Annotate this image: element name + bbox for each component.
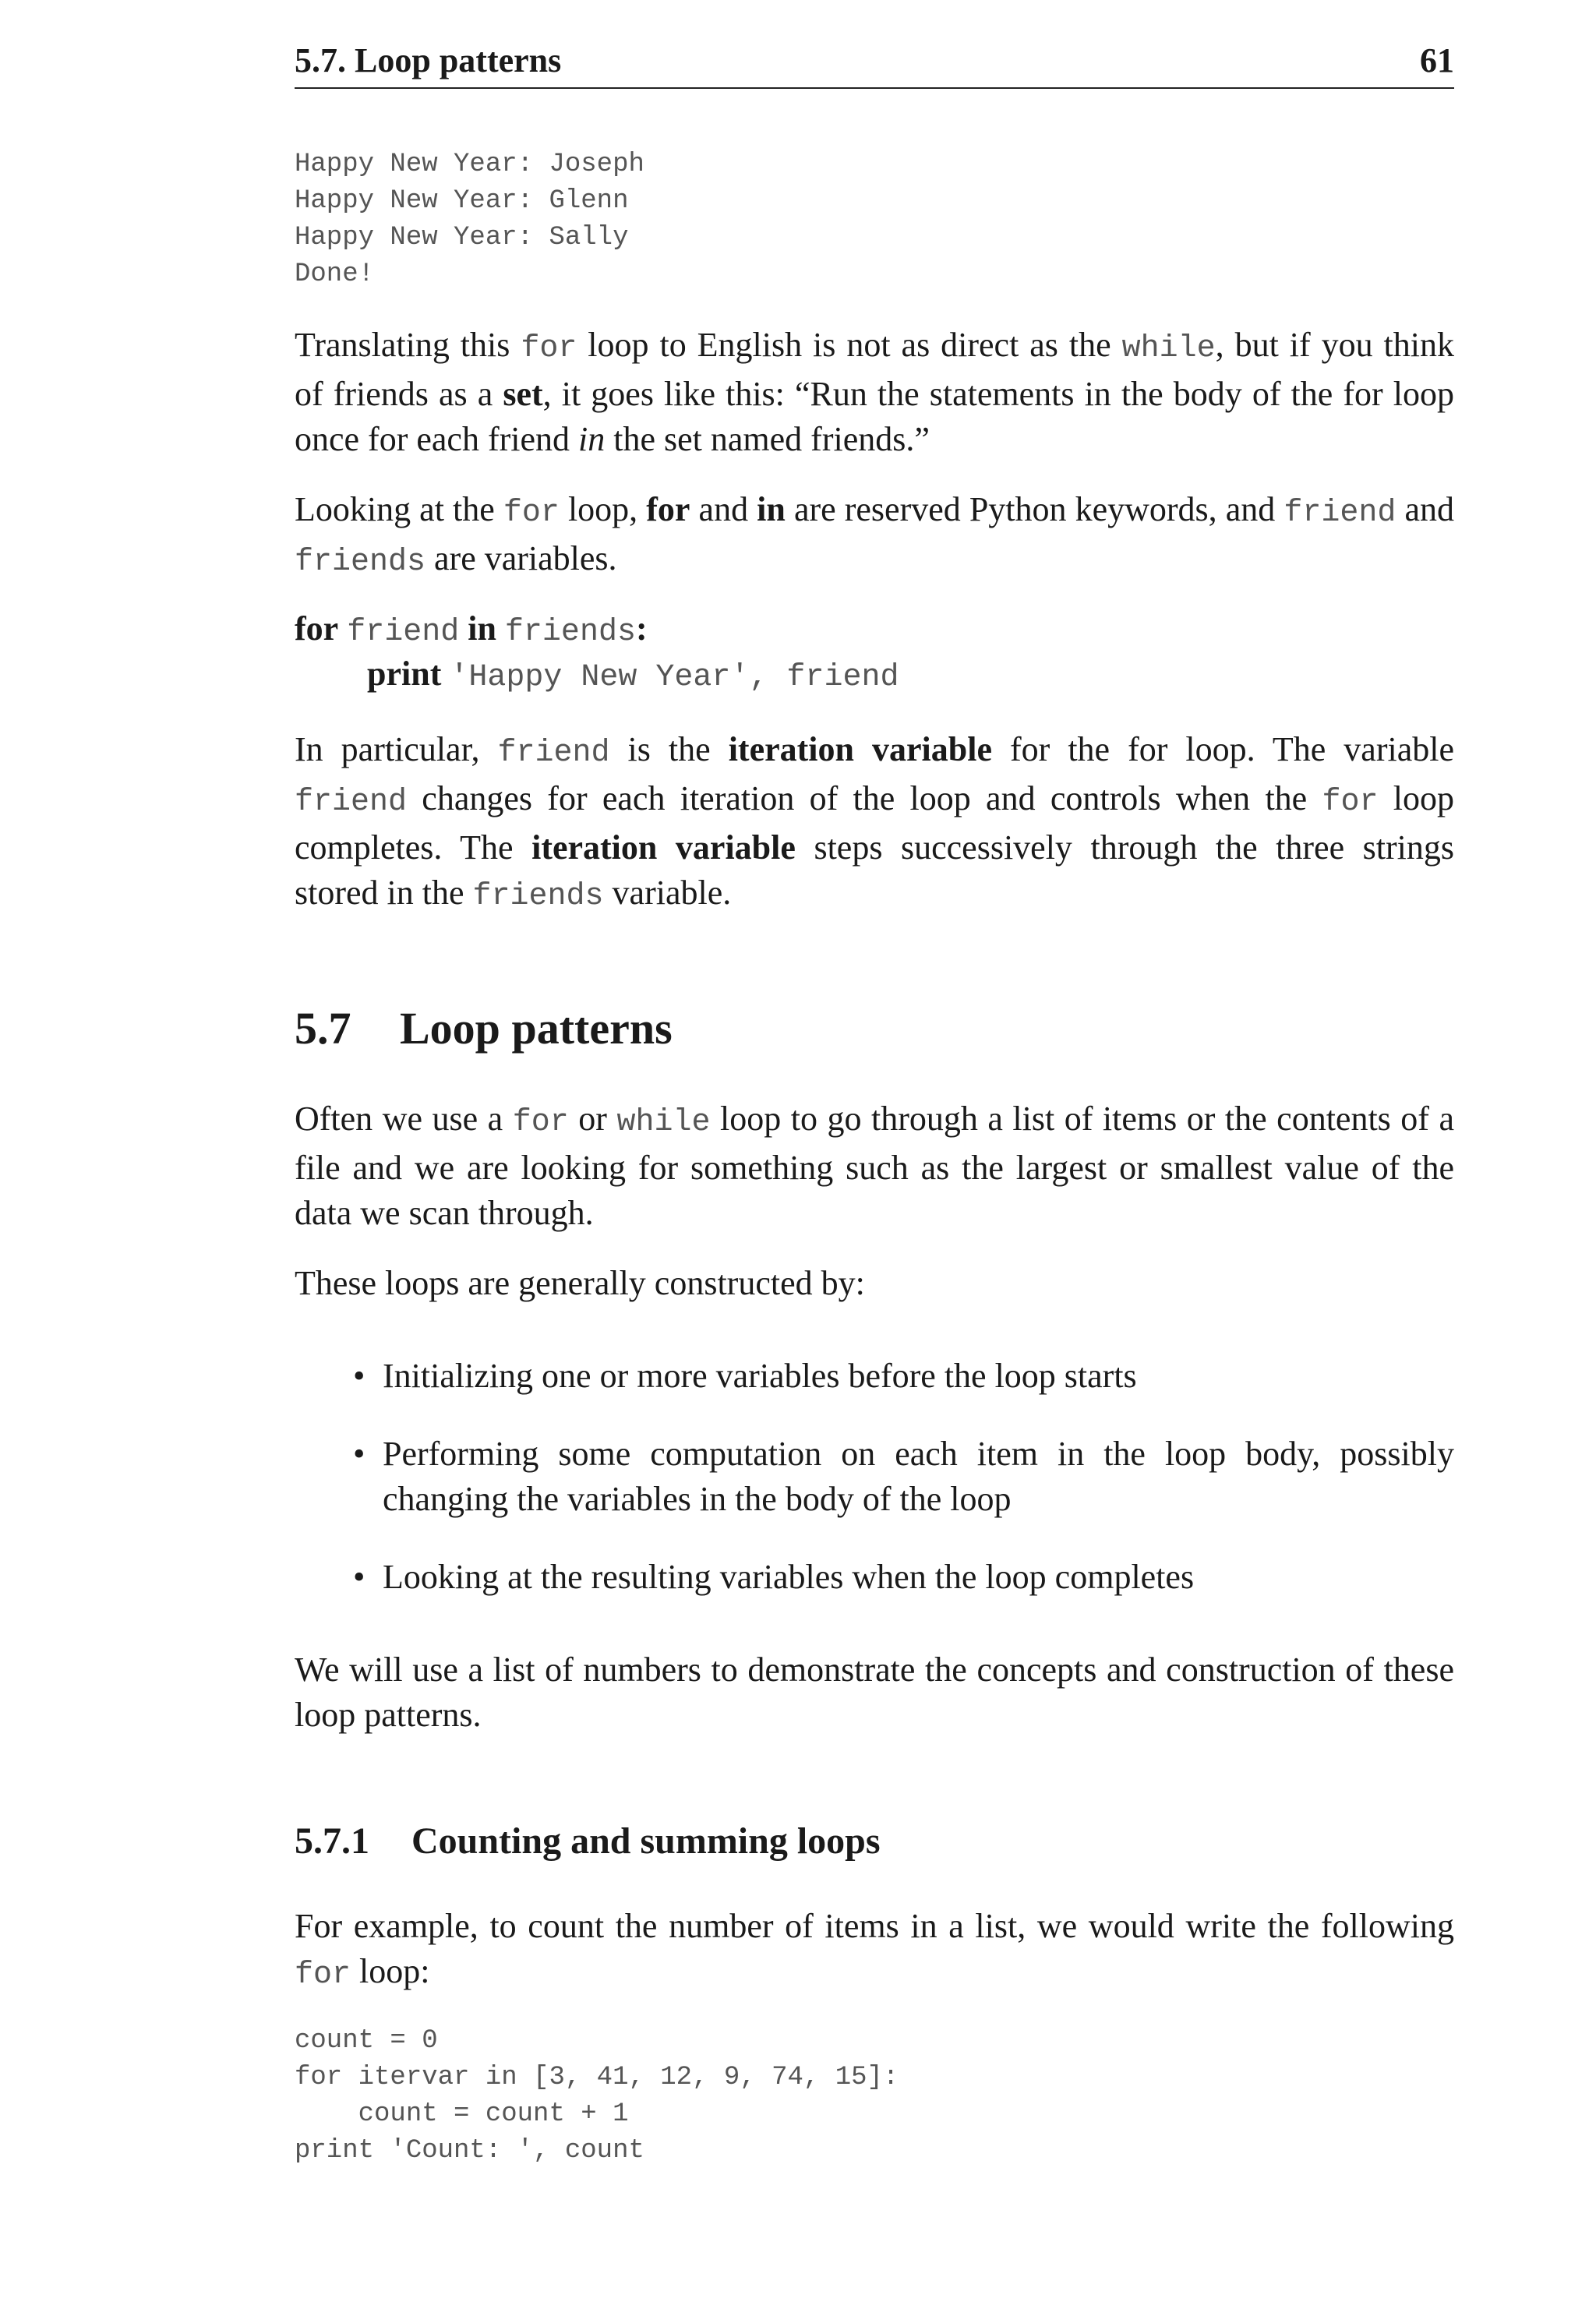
code-line: count = count + 1 [295,2099,629,2129]
code-line: for itervar in [3, 41, 12, 9, 74, 15]: [295,2063,899,2092]
list-item: • Looking at the resulting variables when the loop completes [353,1558,1195,1596]
list-item: • Performing some computation on each item in the loop body, possibly changing the variables in the body of the loop [353,1435,1454,1518]
code-line: print 'Count: ', count [295,2136,644,2166]
header-section-title: 5.7. Loop patterns [295,41,562,79]
loop-snippet-line-1: for friend in friends: [295,609,648,650]
subsection-heading: 5.7.1 Counting and summing loops [295,1820,881,1862]
paragraph-numbers: We will use a list of numbers to demonstrate the concepts and construction of these loop patterns. [295,1651,1454,1734]
paragraph-translating: Translating this for loop to English is not as direct as the while, but if you think of friends as a set, it goes like this: “Run the statements in the body of the for loop once for each friend in the set named friends.” [295,326,1455,458]
paragraph-iteration-variable: In particular, friend is the iteration variable for the for loop. The variable friend changes for each iteration of the loop and controls when the for loop completes. The iteration variable steps successively through the three strings stored in the friends variable. [295,730,1455,914]
code-line: count = 0 [295,2026,438,2056]
section-heading: 5.7 Loop patterns [295,1003,673,1054]
page-number: 61 [1420,41,1454,79]
output-line: Happy New Year: Glenn [295,186,629,216]
paragraph-for-example: For example, to count the number of items in a list, we would write the following for loop: [295,1907,1454,1993]
paragraph-constructed: These loops are generally constructed by: [295,1264,865,1302]
paragraph-keywords: Looking at the for loop, for and in are reserved Python keywords, and friend and friends are variables. [295,490,1455,580]
code-block [295,2023,899,2170]
running-header [295,39,1454,89]
program-output [295,147,644,293]
loop-snippet-line-2: print 'Happy New Year', friend [367,655,899,695]
paragraph-often: Often we use a for or while loop to go through a list of items or the contents of a file and we are looking for something such as the largest or smallest value of the data we scan through. [295,1100,1455,1232]
list-item: • Initializing one or more variables before the loop starts [353,1357,1137,1395]
output-line: Happy New Year: Joseph [295,150,644,179]
output-line: Happy New Year: Sally [295,223,629,252]
output-line: Done! [295,259,375,289]
